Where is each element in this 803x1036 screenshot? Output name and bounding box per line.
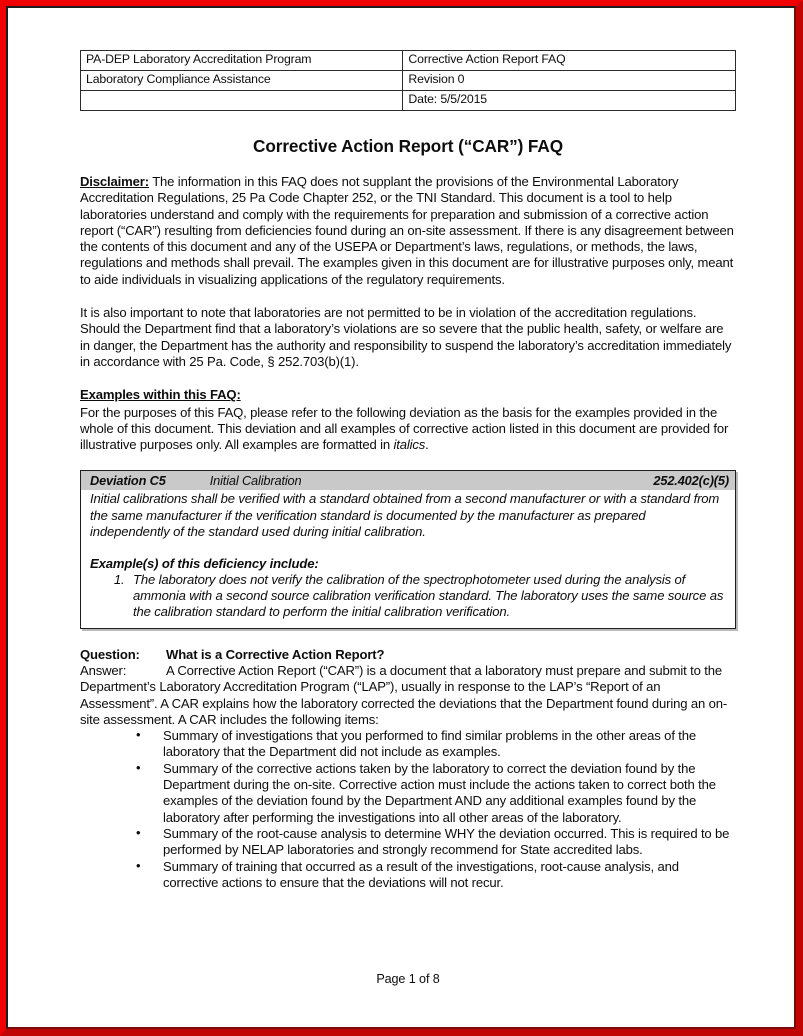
header-cell-revision: Revision 0: [403, 71, 736, 91]
examples-italic-word: italics: [393, 437, 426, 453]
answer-paragraph: [80, 663, 736, 728]
examples-heading-label: Examples within this FAQ:: [80, 387, 241, 403]
examples-intro-text: For the purposes of this FAQ, please refer to the following deviation as the basis for the examples provided in the whole of this document. This deviation and all examples of corrective action listed in this document are provided for illustrative purposes only. All examples are formatted in: [80, 404, 729, 453]
table-row: [81, 71, 736, 91]
table-row: [81, 51, 736, 71]
list-item: • Summary of investigations that you performed to find similar problems in the other areas of the laboratory that the Department did not include as examples.: [136, 728, 736, 761]
disclaimer-paragraph: [80, 174, 736, 288]
examples-heading: [80, 387, 736, 403]
header-cell-date: Date: 5/5/2015: [403, 91, 736, 111]
disclaimer-text: The information in this FAQ does not supplant the provisions of the Environmental Laboratory Accreditation Regulations, 25 Pa Code Chapter 252, or the TNI Standard. This document is a tool to help laboratories understand and comply with the requirements for preparation and submission of a corrective action report (“CAR”) resulting from deficiencies found during an on-site assessment. If there is any disagreement between the contents of this document and any of the USEPA or Department’s laws, regulations, or methods, the laws, regulations and methods shall prevail. The examples given in this document are for illustrative purposes only, meant to aide individuals in visualizing applications of the regulatory requirements.: [80, 174, 734, 287]
car-items-list: [80, 728, 736, 891]
header-cell-program: PA-DEP Laboratory Accreditation Program: [81, 51, 403, 71]
qa-block: [80, 647, 736, 891]
deviation-header-row: [81, 471, 735, 490]
deviation-examples-list: [81, 572, 725, 621]
header-cell-empty: [81, 91, 403, 111]
page-footer: Page 1 of 8: [376, 972, 440, 986]
list-item: 1. The laboratory does not verify the calibration of the spectrophotometer used during the analysis of ammonia with a second source calibration verification standard. The laboratory uses the same source as the calibration standard to perform the initial calibration verification.: [128, 572, 725, 621]
header-cell-office: Laboratory Compliance Assistance: [81, 71, 403, 91]
deviation-name: Initial Calibration: [209, 473, 302, 489]
list-item: • Summary of the corrective actions taken by the laboratory to correct the deviation found by the Department during the on-site. Corrective action must include the actions taken to correct both the examples of the deviation found by the Department AND any additional examples found by the laboratory after performing the investigations into all other areas of the laboratory.: [136, 761, 736, 826]
page-title: Corrective Action Report (“CAR”) FAQ: [253, 136, 563, 156]
question-label: Question:: [80, 646, 140, 662]
deviation-rule-text: Initial calibrations shall be verified with a standard obtained from a second manufacturer or with a standard from the same manufacturer if the verification standard is documented by the manufacturer as prepared independently of the standard used during initial calibration.: [90, 491, 720, 539]
answer-label: Answer:: [80, 662, 127, 678]
violation-note-paragraph: It is also important to note that laboratories are not permitted to be in violation of the accreditation regulations. Should the Department find that a laboratory’s violations are so severe that the public health, safety, or welfare are in danger, the Department has the authority and responsibility to suspend the laboratory’s accreditation immediately in accordance with 25 Pa. Code, § 252.703(b)(1).: [80, 305, 732, 369]
examples-intro-tail: .: [425, 437, 429, 453]
deviation-code: Deviation C5: [90, 473, 166, 489]
deviation-box: [80, 470, 736, 628]
page-content: [80, 50, 736, 891]
question-text: What is a Corrective Action Report?: [166, 646, 385, 662]
table-row: [81, 91, 736, 111]
document-header-table: [80, 50, 736, 111]
list-item: • Summary of training that occurred as a result of the investigations, root-cause analysis, and corrective actions to ensure that the deviations will not recur.: [136, 859, 736, 892]
list-item: • Summary of the root-cause analysis to determine WHY the deviation occurred. This is required to be performed by NELAP laboratories and strongly recommend for State accredited labs.: [136, 826, 736, 859]
answer-text: A Corrective Action Report (“CAR”) is a document that a laboratory must prepare and submit to the Department’s Laboratory Accreditation Program (“LAP”), usually in response to the LAP’s “Report of an Assessment”. A CAR explains how the laboratory corrected the deviations that the Department found during an on-site assessment. A CAR includes the following items:: [80, 662, 728, 727]
header-cell-doc-title: Corrective Action Report FAQ: [403, 51, 736, 71]
examples-intro-paragraph: [80, 405, 736, 454]
disclaimer-label: Disclaimer:: [80, 174, 149, 189]
deviation-citation: 252.402(c)(5): [653, 473, 729, 489]
deviation-examples-title: Example(s) of this deficiency include:: [90, 556, 319, 572]
document-page: [14, 14, 793, 1026]
question-line: [80, 647, 736, 663]
